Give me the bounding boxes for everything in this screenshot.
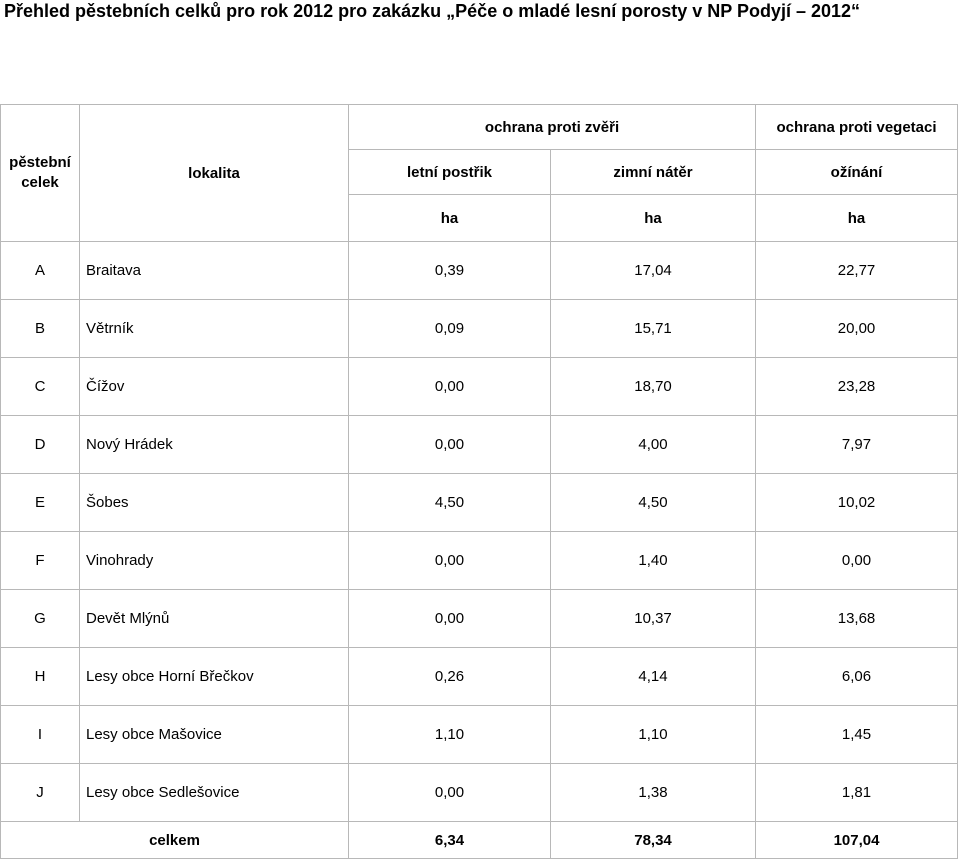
table-row (1, 764, 958, 822)
cell-code: C (1, 358, 80, 416)
cell-lokalita: Braitava (80, 242, 349, 300)
cell-code: G (1, 590, 80, 648)
cell-zimni-nater: 15,71 (551, 300, 756, 358)
cell-zimni-nater: 4,50 (551, 474, 756, 532)
cell-lokalita: Devět Mlýnů (80, 590, 349, 648)
table-row (1, 358, 958, 416)
table-row (1, 242, 958, 300)
cell-code: B (1, 300, 80, 358)
table-row (1, 416, 958, 474)
cell-code: D (1, 416, 80, 474)
total-label: celkem (1, 822, 349, 859)
cell-ozinani: 13,68 (756, 590, 958, 648)
cell-lokalita: Lesy obce Horní Břečkov (80, 648, 349, 706)
total-ozinani: 107,04 (756, 822, 958, 859)
cell-code: H (1, 648, 80, 706)
cell-lokalita: Nový Hrádek (80, 416, 349, 474)
cell-code: A (1, 242, 80, 300)
cell-letni-postrik: 1,10 (349, 706, 551, 764)
total-zimni-nater: 78,34 (551, 822, 756, 859)
cell-zimni-nater: 1,40 (551, 532, 756, 590)
cell-ozinani: 7,97 (756, 416, 958, 474)
document-title: Přehled pěstebních celků pro rok 2012 pro zakázku „Péče o mladé lesní porosty v NP Podyjí – 2012“ (4, 1, 861, 21)
cell-lokalita: Lesy obce Sedlešovice (80, 764, 349, 822)
cell-code: F (1, 532, 80, 590)
table-row (1, 474, 958, 532)
header-ozinani: ožínání (756, 150, 958, 195)
cell-ozinani: 1,45 (756, 706, 958, 764)
cell-ozinani: 20,00 (756, 300, 958, 358)
total-row (1, 822, 958, 859)
cell-letni-postrik: 0,09 (349, 300, 551, 358)
cell-ozinani: 1,81 (756, 764, 958, 822)
table-row (1, 300, 958, 358)
total-letni-postrik: 6,34 (349, 822, 551, 859)
header-unit-ha: ha (756, 195, 958, 242)
cell-zimni-nater: 1,38 (551, 764, 756, 822)
cell-code: I (1, 706, 80, 764)
cell-zimni-nater: 4,00 (551, 416, 756, 474)
cell-letni-postrik: 0,39 (349, 242, 551, 300)
table-row (1, 590, 958, 648)
cell-zimni-nater: 4,14 (551, 648, 756, 706)
table-row (1, 706, 958, 764)
cell-ozinani: 23,28 (756, 358, 958, 416)
overview-table (0, 104, 958, 859)
cell-zimni-nater: 18,70 (551, 358, 756, 416)
cell-letni-postrik: 0,00 (349, 764, 551, 822)
cell-zimni-nater: 10,37 (551, 590, 756, 648)
cell-ozinani: 10,02 (756, 474, 958, 532)
header-lokalita: lokalita (80, 105, 349, 242)
header-group-ochrana-proti-zveri: ochrana proti zvěři (349, 105, 756, 150)
cell-letni-postrik: 0,00 (349, 416, 551, 474)
header-unit-ha: ha (551, 195, 756, 242)
header-zimni-nater: zimní nátěr (551, 150, 756, 195)
cell-lokalita: Šobes (80, 474, 349, 532)
header-unit-ha: ha (349, 195, 551, 242)
cell-letni-postrik: 0,00 (349, 532, 551, 590)
cell-lokalita: Čížov (80, 358, 349, 416)
cell-lokalita: Lesy obce Mašovice (80, 706, 349, 764)
cell-zimni-nater: 17,04 (551, 242, 756, 300)
cell-ozinani: 22,77 (756, 242, 958, 300)
cell-ozinani: 0,00 (756, 532, 958, 590)
cell-lokalita: Vinohrady (80, 532, 349, 590)
table-row (1, 532, 958, 590)
cell-letni-postrik: 4,50 (349, 474, 551, 532)
cell-code: E (1, 474, 80, 532)
cell-code: J (1, 764, 80, 822)
header-letni-postrik: letní postřik (349, 150, 551, 195)
cell-letni-postrik: 0,00 (349, 358, 551, 416)
cell-ozinani: 6,06 (756, 648, 958, 706)
cell-zimni-nater: 1,10 (551, 706, 756, 764)
header-pestebni-celek: pěstební celek (1, 105, 80, 242)
cell-letni-postrik: 0,00 (349, 590, 551, 648)
cell-letni-postrik: 0,26 (349, 648, 551, 706)
header-group-ochrana-proti-vegetaci: ochrana proti vegetaci (756, 105, 958, 150)
table-row (1, 648, 958, 706)
cell-lokalita: Větrník (80, 300, 349, 358)
